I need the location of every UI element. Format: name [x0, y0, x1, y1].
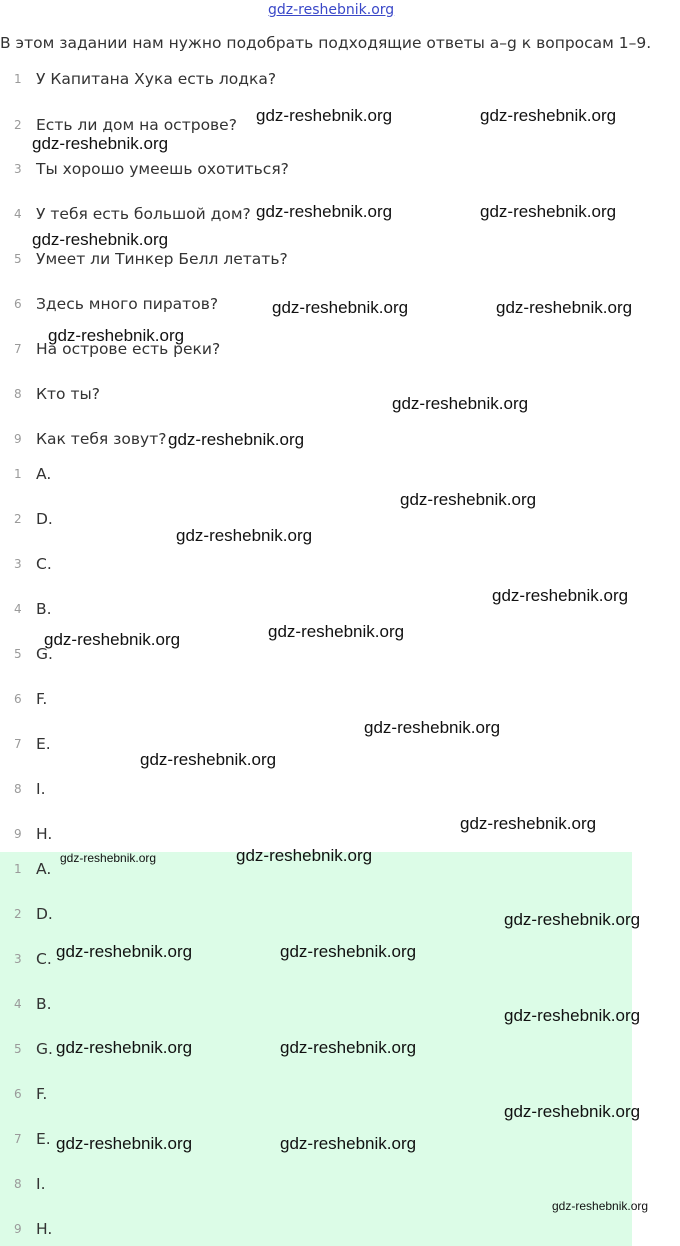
line-number: 8	[14, 1177, 22, 1191]
line-number: 2	[14, 907, 22, 921]
question-row	[0, 67, 276, 91]
question-row	[0, 202, 251, 226]
line-number: 9	[14, 1222, 22, 1236]
answer-text: E.	[36, 1130, 51, 1148]
answer-row	[0, 822, 52, 846]
watermark: gdz-reshebnik.org	[272, 298, 409, 317]
line-number: 4	[14, 602, 22, 616]
line-number: 5	[14, 252, 22, 266]
line-number: 5	[14, 647, 22, 661]
line-number: 8	[14, 387, 22, 401]
question-text: Есть ли дом на острове?	[36, 116, 237, 134]
final-answer-row	[0, 857, 51, 881]
question-text: Здесь много пиратов?	[36, 295, 219, 313]
watermark: gdz-reshebnik.org	[552, 1199, 649, 1213]
watermark: gdz-reshebnik.org	[504, 1102, 641, 1121]
answer-text: A.	[36, 860, 52, 878]
line-number: 6	[14, 1087, 22, 1101]
answer-row	[0, 597, 52, 621]
question-text: У тебя есть большой дом?	[36, 205, 251, 223]
watermark: gdz-reshebnik.org	[480, 106, 617, 125]
watermark: gdz-reshebnik.org	[32, 230, 169, 249]
line-number: 3	[14, 557, 22, 571]
watermark: gdz-reshebnik.org	[256, 202, 393, 221]
line-number: 4	[14, 997, 22, 1011]
line-number: 2	[14, 512, 22, 526]
watermark: gdz-reshebnik.org	[176, 526, 313, 545]
line-number: 3	[14, 162, 22, 176]
answer-text: F.	[36, 690, 48, 708]
question-row	[0, 382, 100, 406]
question-row	[0, 427, 166, 451]
question-row	[0, 292, 218, 316]
answer-row	[0, 462, 51, 486]
answer-row	[0, 777, 46, 801]
final-answer-row	[0, 1082, 47, 1106]
watermark: gdz-reshebnik.org	[256, 106, 393, 125]
question-text: Как тебя зовут?	[36, 430, 167, 448]
question-text: У Капитана Хука есть лодка?	[36, 70, 277, 88]
watermark: gdz-reshebnik.org	[56, 1134, 193, 1153]
final-answer-row	[0, 1127, 51, 1151]
watermark: gdz-reshebnik.org	[364, 718, 501, 737]
answer-text: A.	[36, 465, 52, 483]
question-text: На острове есть реки?	[36, 340, 221, 358]
watermark: gdz-reshebnik.org	[168, 430, 305, 449]
question-text: Ты хорошо умеешь охотиться?	[36, 160, 289, 178]
line-number: 9	[14, 432, 22, 446]
question-row	[0, 247, 288, 271]
line-number: 1	[14, 72, 22, 86]
answer-text: B.	[36, 995, 52, 1013]
watermark: gdz-reshebnik.org	[460, 814, 597, 833]
line-number: 3	[14, 952, 22, 966]
line-number: 1	[14, 467, 22, 481]
line-number: 7	[14, 342, 22, 356]
line-number: 2	[14, 118, 22, 132]
watermark: gdz-reshebnik.org	[48, 326, 185, 345]
watermark: gdz-reshebnik.org	[140, 750, 277, 769]
question-text: Умеет ли Тинкер Белл летать?	[36, 250, 288, 268]
watermark: gdz-reshebnik.org	[280, 942, 417, 961]
site-logo[interactable]: gdz-reshebnik.org	[268, 2, 395, 18]
watermark: gdz-reshebnik.org	[392, 394, 529, 413]
final-answer-row	[0, 1217, 52, 1241]
watermark: gdz-reshebnik.org	[268, 622, 405, 641]
question-text: Кто ты?	[36, 385, 100, 403]
line-number: 1	[14, 862, 22, 876]
watermark: gdz-reshebnik.org	[504, 1006, 641, 1025]
answer-text: D.	[36, 905, 53, 923]
watermark: gdz-reshebnik.org	[480, 202, 617, 221]
line-number: 5	[14, 1042, 22, 1056]
answer-text: F.	[36, 1085, 48, 1103]
answer-row	[0, 507, 53, 531]
answer-text: B.	[36, 600, 52, 618]
answer-text: H.	[36, 825, 53, 843]
final-answer-row	[0, 1037, 53, 1061]
watermark: gdz-reshebnik.org	[56, 942, 193, 961]
line-number: 4	[14, 207, 22, 221]
line-number: 6	[14, 692, 22, 706]
answer-row	[0, 732, 51, 756]
line-number: 7	[14, 1132, 22, 1146]
answer-text: C.	[36, 950, 52, 968]
answer-text: D.	[36, 510, 53, 528]
watermark: gdz-reshebnik.org	[280, 1134, 417, 1153]
answer-row	[0, 552, 52, 576]
answer-text: G.	[36, 645, 53, 663]
watermark: gdz-reshebnik.org	[504, 910, 641, 929]
watermark: gdz-reshebnik.org	[32, 134, 169, 153]
final-answer-row	[0, 1172, 46, 1196]
line-number: 7	[14, 737, 22, 751]
watermark: gdz-reshebnik.org	[496, 298, 633, 317]
question-row	[0, 157, 289, 181]
line-number: 6	[14, 297, 22, 311]
final-answer-row	[0, 902, 53, 926]
task-intro: В этом задании нам нужно подобрать подходящие ответы a–g к вопросам 1–9.	[0, 34, 652, 52]
answer-text: C.	[36, 555, 52, 573]
answer-text: H.	[36, 1220, 53, 1238]
watermark: gdz-reshebnik.org	[44, 630, 181, 649]
final-answer-row	[0, 992, 52, 1016]
answer-text: I.	[36, 780, 46, 798]
watermark: gdz-reshebnik.org	[280, 1038, 417, 1057]
watermark: gdz-reshebnik.org	[492, 586, 629, 605]
answer-row	[0, 687, 47, 711]
line-number: 9	[14, 827, 22, 841]
watermark: gdz-reshebnik.org	[60, 851, 157, 865]
watermark: gdz-reshebnik.org	[56, 1038, 193, 1057]
line-number: 8	[14, 782, 22, 796]
watermark: gdz-reshebnik.org	[400, 490, 537, 509]
watermark: gdz-reshebnik.org	[236, 846, 373, 865]
answer-text: G.	[36, 1040, 53, 1058]
final-answer-row	[0, 947, 52, 971]
answer-text: I.	[36, 1175, 46, 1193]
answer-text: E.	[36, 735, 51, 753]
